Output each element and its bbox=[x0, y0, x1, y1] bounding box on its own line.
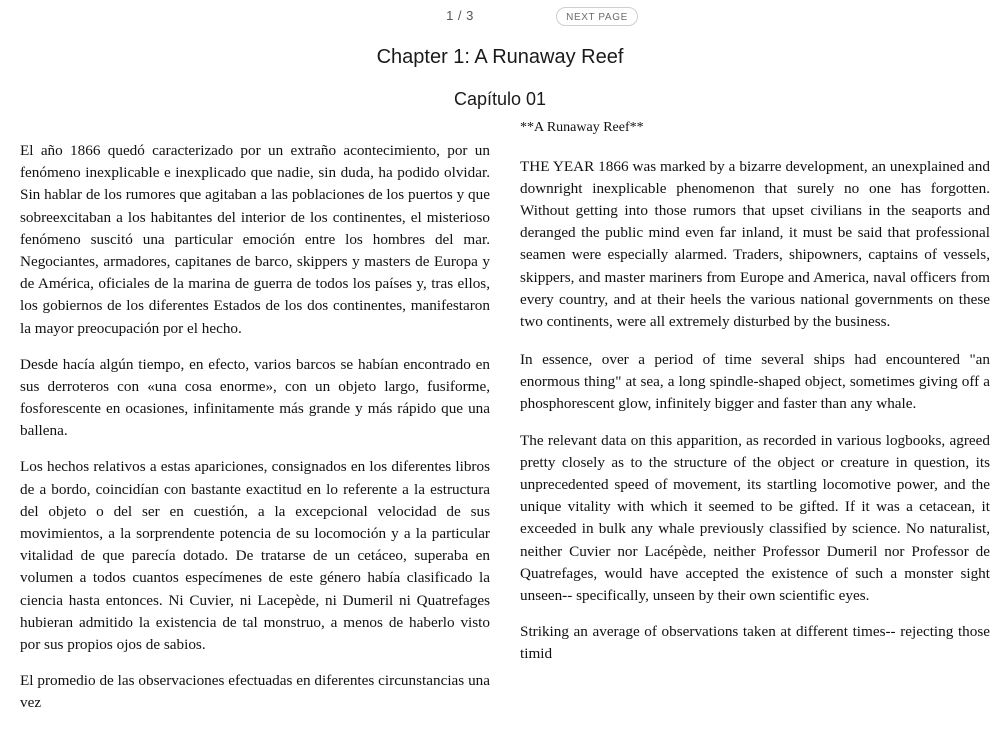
page-indicator: 1 / 3 bbox=[446, 8, 474, 23]
next-page-button[interactable]: NEXT PAGE bbox=[556, 7, 638, 26]
spanish-column bbox=[20, 118, 490, 729]
english-paragraph-3: The relevant data on this apparition, as recorded in various logbooks, agreed pretty closely as to the structure of the object or creature in question, its unprecedented speed of movement, its startling locomotive power, and the unique vitality with which it seemed to be gifted. If it was a cetacean, it exceeded in bulk any whale previously classified by science. No naturalist, neither Cuvier nor Lacépède, neither Professor Dumeril nor Professor de Quatrefages, would have accepted the existence of such a monster sight unseen-- specifically, unseen by their own scientific eyes. bbox=[520, 431, 990, 604]
english-section-heading: **A Runaway Reef** bbox=[520, 120, 644, 135]
spanish-paragraph-1: El año 1866 quedó caracterizado por un extraño acontecimiento, por un fenómeno inexplicable e inexplicado que nadie, sin duda, ha podido olvidar. Sin hablar de los rumores que agitaban a las poblaciones de los puertos y que sobreexcitaban a los habitantes del interior de los continentes, el misterioso fenómeno suscitó una particular emoción entre los hombres del mar. Negociantes, armadores, capitanes de barco, skippers y masters de Europa y de América, oficiales de la marina de guerra de todos los países y, tras ellos, los gobiernos de los diferentes Estados de los dos continentes, manifestaron la mayor preocupación por el hecho. bbox=[20, 142, 490, 337]
english-paragraph-4: Striking an average of observations taken at different times-- rejecting those timid bbox=[520, 623, 990, 663]
spanish-paragraph-4: El promedio de las observaciones efectuadas en diferentes circunstancias una vez bbox=[20, 672, 490, 712]
chapter-subtitle: Capítulo 01 bbox=[453, 89, 547, 109]
english-column bbox=[520, 118, 990, 680]
english-paragraph-2: In essence, over a period of time several ships had encountered "an enormous thing" at sea, a long spindle-shaped object, sometimes giving off a phosphorescent glow, infinitely bigger and faster than any whale. bbox=[520, 351, 990, 413]
spanish-column-spacer bbox=[20, 118, 490, 140]
english-paragraph-1: THE YEAR 1866 was marked by a bizarre development, an unexplained and downright inexplicable phenomenon that surely no one has forgotten. Without getting into those rumors that upset civilians in the seaports and deranged the public mind even far inland, it must be said that professional seamen were especially alarmed. Traders, shipowners, captains of vessels, skippers, and master mariners from Europe and America, naval officers from every country, and at their heels the various national governments on these two continents, were all extremely disturbed by the business. bbox=[520, 157, 990, 330]
top-toolbar bbox=[0, 0, 1000, 36]
spanish-paragraph-3: Los hechos relativos a estas apariciones, consignados en los diferentes libros de a bordo, coincidían con bastante exactitud en lo referente a la estructura del objeto o del ser en cuestión, a la excepcional velocidad de sus movimientos, a la sorprendente potencia de su locomoción y a la particular vitalidad de que parecía dotado. De tratarse de un cetáceo, superaba en volumen a todos cuantos especímenes de este género había clasificado la ciencia hasta entonces. Ni Cuvier, ni Lacepède, ni Dumeril ni Quatrefages hubieran admitido la existencia de tal monstruo, a menos de haberlo visto por sus propios ojos de sabios. bbox=[20, 458, 490, 653]
chapter-title: Chapter 1: A Runaway Reef bbox=[376, 46, 624, 68]
spanish-paragraph-2: Desde hacía algún tiempo, en efecto, varios barcos se habían encontrado en sus derroteros con «una cosa enorme», con un objeto largo, fusiforme, fosforescente en ocasiones, infinitamente más grande y más rápido que una ballena. bbox=[20, 355, 490, 440]
